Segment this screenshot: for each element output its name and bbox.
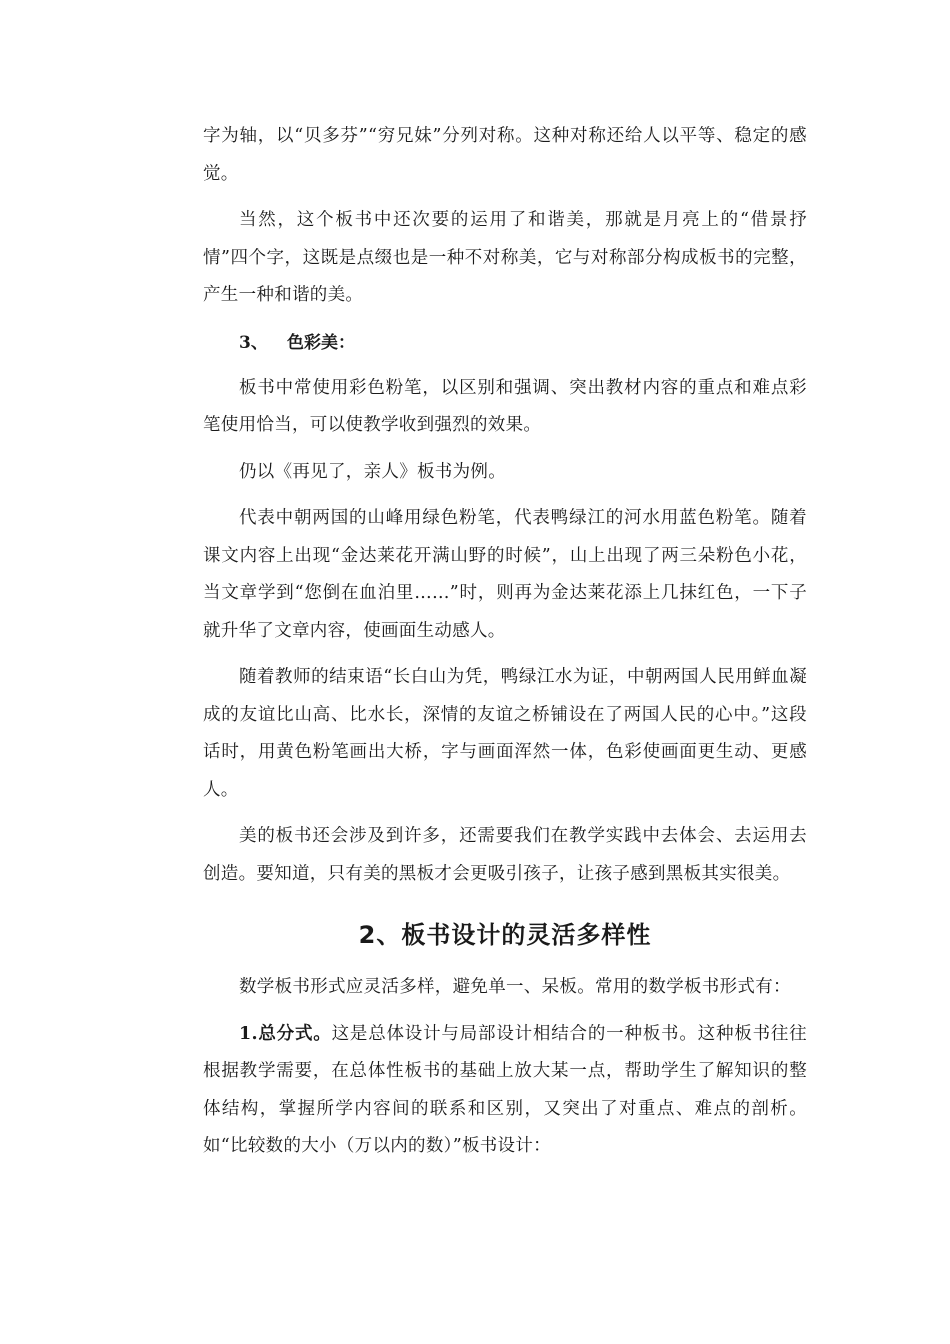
subheading-number: 3、 <box>239 332 268 353</box>
paragraph-lead-label: 1.总分式。 <box>239 1023 332 1044</box>
paragraph-total-part-text: 这是总体设计与局部设计相结合的一种板书。这种板书往往根据教学需要，在总体性板书的基础上放大某一点，帮助学生了解知识的整体结构，掌握所学内容间的联系和区别，又突出了对重点、难点的剖析。如“比较数的大小（万以内的数）”板书设计： <box>203 1023 807 1156</box>
subheading-title: 色彩美： <box>287 332 355 353</box>
paragraph-symmetry-end: 字为轴，以“贝多芬”“穷兄妹”分列对称。这种对称还给人以平等、稳定的感觉。 <box>203 126 807 184</box>
paragraph-summary: 美的板书还会涉及到许多，还需要我们在教学实践中去体会、去运用去创造。要知道，只有美的黑板才会更吸引孩子，让孩子感到黑板其实很美。 <box>203 826 807 884</box>
document-body <box>203 118 807 1166</box>
paragraph-harmony: 当然，这个板书中还次要的运用了和谐美，那就是月亮上的“借景抒情”四个字，这既是点缀也是一种不对称美，它与对称部分构成板书的完整，产生一种和谐的美。 <box>203 210 807 305</box>
paragraph-color-chalk: 板书中常使用彩色粉笔，以区别和强调、突出教材内容的重点和难点彩笔使用恰当，可以使教学收到强烈的效果。 <box>203 377 807 435</box>
paragraph-math-forms: 数学板书形式应灵活多样，避免单一、呆板。常用的数学板书形式有： <box>239 977 791 997</box>
subheading-color-beauty <box>203 325 807 361</box>
paragraph-example-intro: 仍以《再见了，亲人》板书为例。 <box>239 461 506 482</box>
paragraph-closing-words: 随着教师的结束语“长白山为凭，鸭绿江水为证，中朝两国人民用鲜血凝成的友谊比山高、比水长，深情的友谊之桥铺设在了两国人民的心中。”这段话时，用黄色粉笔画出大桥，字与画面浑然一体，色彩使画面更生动、更感人。 <box>203 667 807 800</box>
section-heading-flexibility: 2、板书设计的灵活多样性 <box>358 921 652 949</box>
paragraph-total-part-form <box>203 1016 807 1166</box>
paragraph-mountain-river: 代表中朝两国的山峰用绿色粉笔，代表鸭绿江的河水用蓝色粉笔。随着课文内容上出现“金达莱花开满山野的时候”，山上出现了两三朵粉色小花，当文章学到“您倒在血泊里……”时，则再为金达莱花添上几抹红色，一下子就升华了文章内容，使画面生动感人。 <box>203 508 807 641</box>
